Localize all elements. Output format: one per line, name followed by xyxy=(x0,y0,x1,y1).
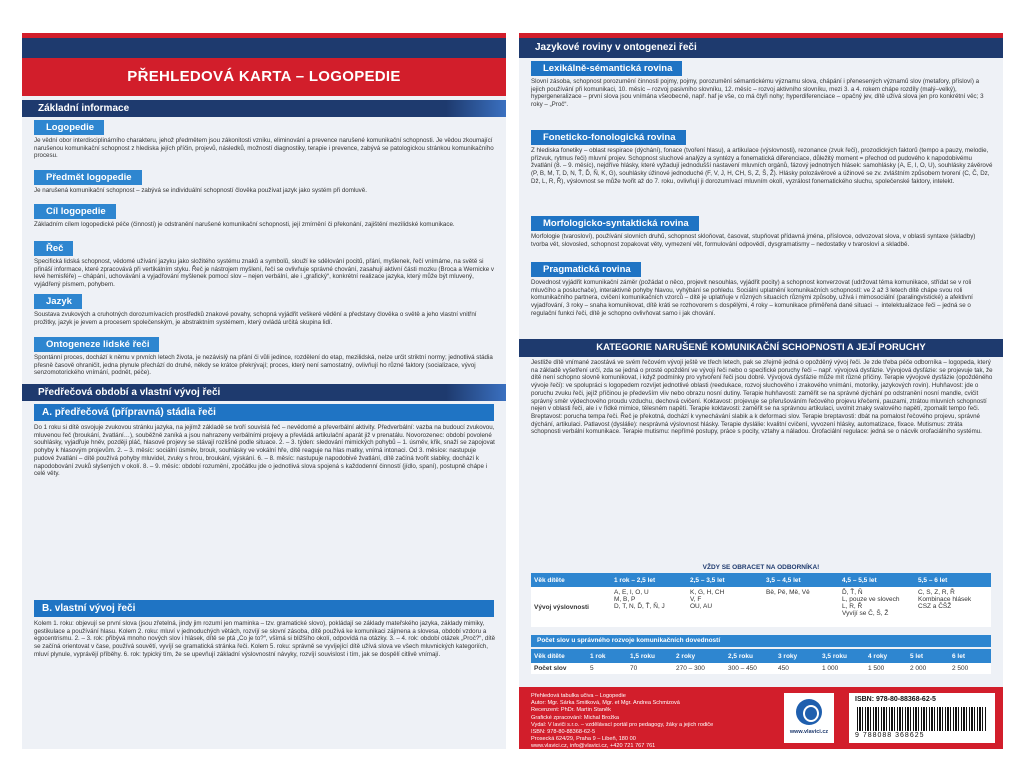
footer-line: Recenzent: PhDr. Martin Staněk xyxy=(531,707,611,714)
pronunciation-table xyxy=(531,573,991,627)
tag-predmet: Předmět logopedie xyxy=(34,170,142,185)
foneticko-text: Z hlediska fonetiky – oblast respirace (dýchání), fonace (tvoření hlasu), a artikulace (výslovnosti), rezonance (zvuk řeči), prozodických faktorů (tempo a pauzy, melodie, přízvuk, rytmus řeči) mluvní projev. Schopnost sluchové analýzy a syntézy a fonematická diferenciace, důležitý moment = přechod od pudového k napodobivému žvatlání (8. – 9. měsíc), nejdříve hlásky, které vyžadují jednodušší nastavení mluvních orgánů, fázový jednotných hlásek: samohlásky (A, E, I, O, U), souhlásky závěrové (P, B, M, T, D, N, Ť, Ď, Ň, K, G), souhlásky úžinové jednoduché (F, V, J, H, CH, S, Z, Š, Ž). Hlásky polozávěrové a úžinové se zv. zvláštním způsobem tvorení (C, Č, Dz, Dž, L, R, Ř), výslovnost se může tvořit až do 7. roku, ovlivňují ji dorozumívací mluvním okolí, vyzrálost fonematického sluchu, společenské faktory, intelekt. xyxy=(531,147,993,185)
left-page xyxy=(22,33,506,749)
rec-text: Specifická lidská schopnost, vědomé užívání jazyku jako složitého systému znaků a symbolů, slouží ke sdělování pocitů, přání, myšlenek, řečí vnímáme, na světě si přináší informace, které zpracovává při vertikálním styku. Řeč je nástrojem myšlení, řečí se ovlivňuje správné chování, zasahují aktivní části mozku (Broca a Wernicke v levé hemisféře) – chápání, uchovávání a vyjadřování myšlenek pomocí slov – nejen verbální, ale i „grafický“, konkrétní realizace jazyka, který může být mluvený, vyjádřený písmem, pohybem. xyxy=(34,258,495,289)
footer xyxy=(519,687,1003,749)
publisher-logo xyxy=(784,693,834,743)
footer-line: ISBN: 978-80-88368-62-5 xyxy=(531,729,596,736)
section-kategorie: KATEGORIE NARUŠENÉ KOMUNIKAČNÍ SCHOPNOSTI A JEJÍ PORUCHY xyxy=(519,339,1003,357)
header-cell: 6 let xyxy=(949,649,991,663)
tag-pragmaticka: Pragmatická rovina xyxy=(531,262,641,277)
section-basic-info xyxy=(22,100,506,117)
stadia-text: Do 1 roku si dítě osvojuje zvukovou stránku jazyka, na jejímž základě se tvoří souvislá řeč – nevědomé a převerbální aktivity. Předverbální: vazba na budoucí zvukovou, mluvenou řeč (broukání, žvatlání…), souběžně zaníká a jsou nahrazeny verbálními projevy a převládá artikulační aparát již v prenatálu. Novorozenec: období povolené souhlásky, vyjadřuje hněv, později pláč, hlasové projevy se stávají rozlišné podle situace. 2. – 3. týden: sledování mimických pohybů – 1. úsměv, křik, snaží se zapojovat pohyby k hlasovým projevům. 2. – 3. měsíc: sociální úsměv, brouk, souhlásky ve vokální hře, dítě reaguje na hlas matky, vnímá intonaci. Od 3. měsíce: nastupuje pudové žvatlání – dítě používá pohyby mluvidel, zvuky s hrou, broukání, výskání. 6. – 8. měsíc: nastupuje napodobivé žvatlání, dítě začíná tvořit slabiky, dochází k napodobování zvuků slyšených v okolí. 8. – 9. měsíc: období rozumění, zpočátku jde o jednotlivá slova spojená s každodenní činností (jídlo, spaní), postupně chápe i celé věty. xyxy=(34,424,495,478)
header-cell: 2,5 roku xyxy=(725,649,775,663)
logopedie-text: Je vědní obor interdisciplinárního charakteru, jehož předmětem jsou zákonitosti vzniku, eliminování a prevence narušené komunikační schopnosti. Je vědou zkoumající narušenou komunikační schopnost z hlediska jejích příčin, projevů, následků, možností diagnostiky, terapie i prevence, zabývá se patologickou stránkou komunikačního procesu. xyxy=(34,137,494,160)
footer-line: Autor: Mgr. Šárka Smitková, Mgr. et Mgr. Andrea Schmizová xyxy=(531,700,680,707)
tag-rec: Řeč xyxy=(34,241,73,256)
table-cell: 1 500 xyxy=(865,663,907,674)
table-cell: C, S, Z, R, Ř Kombinace hlásek CSZ a ČŠŽ xyxy=(915,587,991,627)
cil-text: Základním cílem logopedické péče (činnosti) je odstranění narušené komunikační schopnosti, její zmírnění či překonání, zajištění mezilidské komunikace. xyxy=(34,221,455,228)
footer-line: Vydal: V laviči s.r.o. – vzdělávací portál pro pedagogy, žáky a jejich rodiče xyxy=(531,721,714,728)
table-cell: Bě, Pě, Mě, Vě xyxy=(763,587,839,627)
counts-table-title: Počet slov u správného rozvoje komunikačních dovedností xyxy=(531,635,991,647)
tag-cil: Cíl logopedie xyxy=(34,204,116,219)
pragmaticka-text: Dovednost vyjádřit komunikační záměr (požádat o něco, projevit nesouhlas, vyjádřit pocity) a schopnost konverzovat (udržovat téma komunikace, střídat se v roli mluvčího a posluchače), interaktivně pohyby hlavou, vyhýbání se pohledu. Sociální uplatnění komunikačních schopností: ve 2 až 3 letech dítě chápe svou roli komunikačního partnera, cvičení komunikačních vzorců – dítě je uplatňuje v různých situacích různými způsoby, užívá i mimosociální (paralingvistické) a afektivní vyjadřování, 3 roky – snaha komunikovat, dítě kráti se rozhovorem s dospělými, 4 roky – komunikace přiměřená dané situaci → intelektualizace řeči – jedná se o regulační funkci řeči, dítě je schopno ovlivňovat samo i jak chování. xyxy=(531,279,973,317)
tag-logopedie: Logopedie xyxy=(34,120,104,135)
footer-line: Prosecká 624/29, Praha 9 – Libeň, 180 00 xyxy=(531,736,636,743)
ontogeneze-text: Spontánní proces, dochází k němu v prvních letech života, je nezávislý na přání či vůli jedince, rozdělení do etap, mezilidská, nelze určit striktní normy; jednotlivá stádia přesně časově ohraničit, jedna plynule přechází do druhé, někdy se krátce překrývají; proces, který není samostatný, ovlivňují ho různé faktory (socializace, vývoj senzomotorického vnímání, podnět, péče). xyxy=(34,354,493,377)
counts-table-header xyxy=(531,649,991,663)
header-cell: 1,5 roku xyxy=(627,649,673,663)
tag-foneticko: Foneticko-fonologická rovina xyxy=(531,130,686,145)
table-cell: 2 000 xyxy=(907,663,949,674)
footer-line: Přehledová tabulka učiva – Logopedie xyxy=(531,693,626,699)
isbn-label: ISBN: 978-80-88368-62-5 xyxy=(855,696,936,703)
header-cell: 2 roky xyxy=(673,649,725,663)
right-page xyxy=(519,33,1003,749)
counts-table xyxy=(531,649,991,674)
table-cell: 70 xyxy=(627,663,673,674)
footer-credits xyxy=(531,693,781,749)
logo-url: www.vlavici.cz xyxy=(789,729,829,735)
footer-line: www.vlavici.cz, info@vlavici.cz, +420 721 767 761 xyxy=(531,743,656,749)
table-cell: 300 – 450 xyxy=(725,663,775,674)
table-cell: 450 xyxy=(775,663,819,674)
top-navy-stripe xyxy=(22,38,506,58)
table-cell: 2 500 xyxy=(949,663,991,674)
row-label: Vývoj výslovnosti xyxy=(531,587,611,627)
morfologicko-text: Morfologie (tvarosloví), používání slovních druhů, schopnost skloňovat, časovat, stupňovat přídavná jména, příslovce, odvozovat slova, v oblasti syntaxe (skladby) tvorba vět, slovosled, schopnost zopakovat věty, vymezení vět, formulování odpovědí, dysgramatismy – nedostatky v tvarosloví a skladbě. xyxy=(531,233,976,248)
tag-morfologicko: Morfologicko-syntaktická rovina xyxy=(531,216,699,231)
table-row xyxy=(531,587,991,627)
tag-ontogeneze: Ontogeneze lidské řeči xyxy=(34,337,159,352)
jazyk-text: Soustava zvukových a cruhotných dorozumívacích prostředků znakové povahy, schopná vyjádřit veškeré vědění a představy člověka o světě a jeho vlastní vnitřní prožitky, jazyk je jevem a procesem společenským, je abstraktním systémem, který ovládá určitá skupina lidí. xyxy=(34,311,477,326)
vlavici-logo-icon xyxy=(796,699,822,725)
table-cell: 5 xyxy=(587,663,627,674)
table-cell: K, G, H, CH V, F OU, AU xyxy=(687,587,763,627)
section-basic-info-label: Základní informace xyxy=(38,103,130,114)
header-cell: 3,5 roku xyxy=(819,649,865,663)
isbn-digits: 9 788088 368625 xyxy=(855,732,925,739)
section-predrec xyxy=(22,384,506,401)
predmet-text: Je narušená komunikační schopnost – zabývá se individuální schopností člověka používat jazyk jako systém při domluvě. xyxy=(34,187,367,194)
kategorie-text: Jestliže dítě vnímané zaostává ve svém řečovém vývoji ještě ve třech letech, pak se zřejmě jedná o opožděný vývoj řeči. Je zde třeba péče odborníka – logopeda, který na základě vyšetření určí, zda se jedná o prosté opoždění ve vývoji řeči nebo o specifické poruchy řeči – např. vývojová dysfázie. Vývojová dysfázie: se projevuje tak, že dítě není schopno slovně komunikovat, i když podmínky pro vytvoření řeči jsou dobré. Vývojová dysfázie může mít různé příčiny. Terapie vývojové dysfázie (opožděného vývoje řeči): ve spolupráci s logopedem rozvíjet jednotlivé oblasti (reedukace, rozvoj sluchového i zrakového vnímání, motoriky, jazykových rovin). Huhňavost: jde o poruchu zvuku řeči, jejíž příčinou je především vliv nebo obrazu nosní dutiny. Terapie huhňavosti: zaměřit se na správné dýchání po odstranění nosní mandle, cvičit správný směr výdechového proudu vzduchu, dechová cvičení. Koktavost: projevuje se přerušováním řečového projevu křečemi, pauzami, ztrátou mluvních schopností nejen v oblasti řeči, ale i v řídké mimice, tělesném napětí. Terapie koktavosti: zaměřit se na správnou artikulaci, uvolnit znaky svalového napětí, zpomalit tempo řeči. Breptavost: porucha tempa řeči. Řeč je překotná, dochází k vynechávání slabik a k deformaci slov. Terapie breptavosti: dbát na pomalost řečového projevu, správné dýchání, artikulaci. Patlavost (dyslálie): nesprávná výslovnost hlásky. Terapie dyslálie: kvalitní cvičení, vyvození hlásky, automatizace, fixace. Mutismus: ztráta schopnosti verbální komunikace. Terapie mutismu: nepřímé postupy, práce s pocity, vztahy a náladou. Orofaciální regulace: jedná se o nácvik orofaciálního systému. xyxy=(531,359,993,436)
section-roviny xyxy=(519,38,1003,58)
table-cell: Ď, Ť, Ň L, pouze ve slovech L, R, Ř Vyvíjí se Č, Š, Ž xyxy=(839,587,915,627)
lexikalni-text: Slovní zásoba, schopnost porozumění činnosti pojmy, pojmy, porozumění sémantickému významu slova, chápání i přenesených významů slov (metafory, přísloví) a jejich používání při komunikaci, 10. měsíc – rozvoj pasivního slovníku, 12. měsíc – rozvoj aktivního slovníku, mezi 3. a 4. rokem chápe rozdíly (malý–velký), hypergeneralizace – první slova jsou vnímána všeobecně, např. haf je vše, co má čtyři nohy; hyperdiferenciace – opačný jev, dítě užívá slova jen pro konkrétní věc; 3 roky – „Proč“. xyxy=(531,78,984,109)
table-cell: A, E, I, O, U M, B, P D, T, N, Ď, Ť, Ň, J xyxy=(611,587,687,627)
tag-jazyk: Jazyk xyxy=(34,294,82,309)
consult-note: VŽDY SE OBRACET NA ODBORNÍKA! xyxy=(702,564,820,571)
header-cell: 1 rok xyxy=(587,649,627,663)
header-cell: 2,5 – 3,5 let xyxy=(687,573,763,587)
tag-stadia: A. předřečová (přípravná) stádia řeči xyxy=(34,404,494,421)
tag-vlastni: B. vlastní vývoj řeči xyxy=(34,600,494,617)
header-cell: 4 roky xyxy=(865,649,907,663)
header-cell: Věk dítěte xyxy=(531,649,587,663)
tag-lexikalni: Lexikálně-sémantická rovina xyxy=(531,61,682,76)
page-title: PŘEHLEDOVÁ KARTA – LOGOPEDIE xyxy=(22,58,506,96)
footer-line: Grafické zpracování: Michal Brožka xyxy=(531,714,619,721)
vlastni-text: Kolem 1. roku: objevují se první slova (jsou zřetelná, jindy jim rozumí jen maminka – tzv. gramatické slovo), pokládají se základy mateřského jazyka, základy mimiky, gestikulace a používání hlasu. Kolem 2. roku: mluví v jednoduchých větách, rozvíjí se slovní zásoba, dítě používá ke komunikaci zájmena a slovesa, období vzdoru a egocentrismu. 2. – 3. rok: přibývá mnoho nových slov i hlásek, dítě se ptá „Co je to?“, všímá si bližšího okolí, odpovídá na otázky. 3. – 4. rok: období otázek „Proč?“, dítě se začíná orientovat v čase, používá souvětí, vyvíjí se gramatická stránka řeči. Kolem 5. roku: správně se vyvíjející dítě užívá slova ve všech mluvnických kategoriích, mluví plynule, vyprávějí příběhy. 6. rok: typický tím, že se upevňují základní výslovnostní návyky, rozvíjí souvislost i tím, jak se dospělí citlivě vnímají. xyxy=(34,620,496,658)
isbn-block xyxy=(849,693,995,743)
header-cell: 5 let xyxy=(907,649,949,663)
table-row xyxy=(531,663,991,674)
table-cell: 1 000 xyxy=(819,663,865,674)
header-cell: Věk dítěte xyxy=(531,573,611,587)
row-label: Počet slov xyxy=(531,663,587,674)
header-cell: 1 rok – 2,5 let xyxy=(611,573,687,587)
pronunciation-table-header xyxy=(531,573,991,587)
header-cell: 4,5 – 5,5 let xyxy=(839,573,915,587)
section-roviny-label: Jazykové roviny v ontogenezi řeči xyxy=(535,42,697,53)
header-cell: 5,5 – 6 let xyxy=(915,573,991,587)
section-predrec-label: Předřečová období a vlastní vývoj řeči xyxy=(38,387,221,398)
header-cell: 3 roky xyxy=(775,649,819,663)
barcode-icon xyxy=(857,707,987,731)
table-cell: 270 – 300 xyxy=(673,663,725,674)
header-cell: 3,5 – 4,5 let xyxy=(763,573,839,587)
